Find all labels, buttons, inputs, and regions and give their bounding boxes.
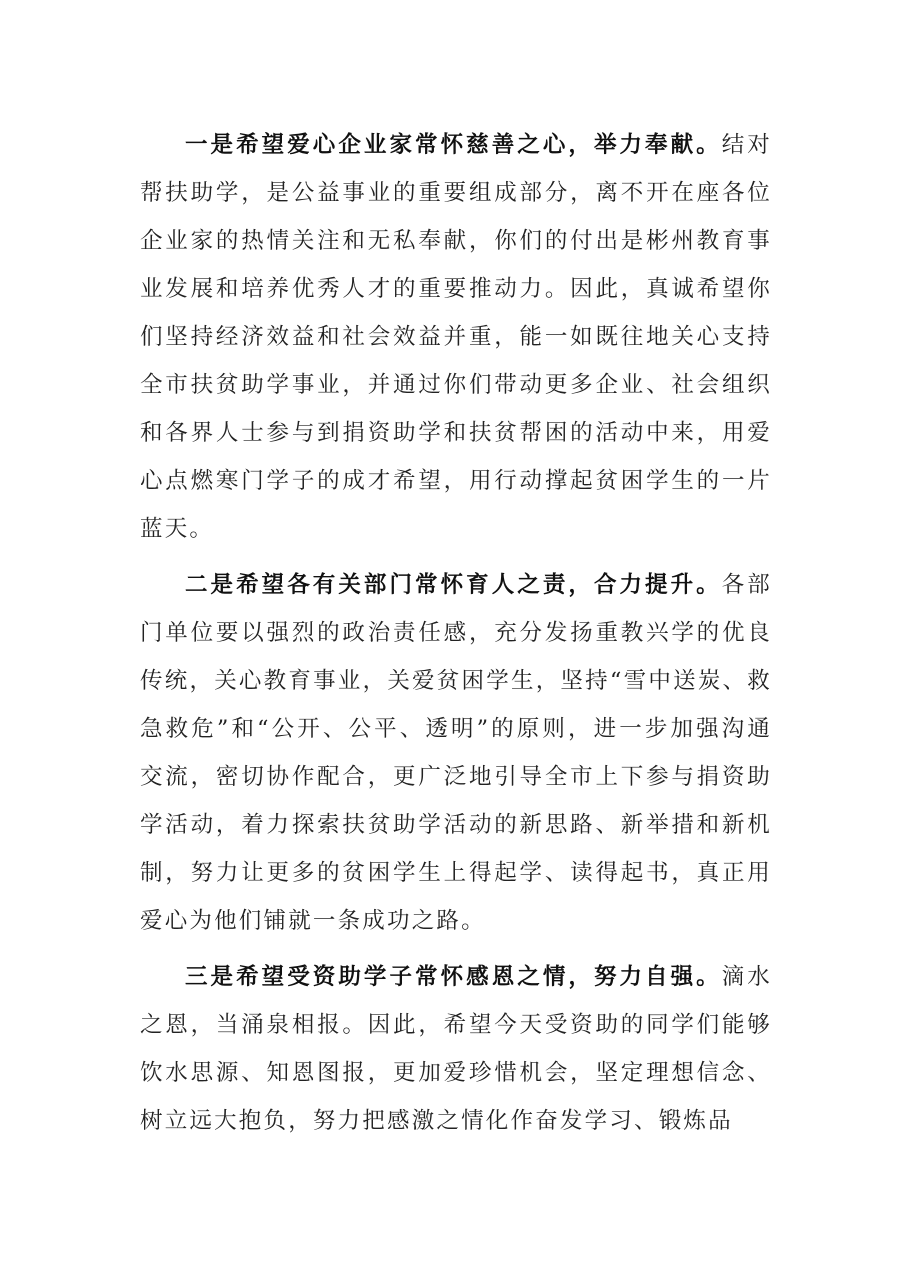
paragraph-2-body: 各部门单位要以强烈的政治责任感，充分发扬重教兴学的优良传统，关心教育事业，关爱贫困学生，坚持“雪中送炭、救急救危”和“公开、公平、透明”的原则，进一步加强沟通交流，密切协作配合，更广泛地引导全市上下参与捐资助学活动，着力探索扶贫助学活动的新思路、新举措和新机制，努力让更多的贫困学生上得起学、读得起书，真正用爱心为他们铺就一条成功之路。 (140, 572, 772, 934)
paragraph-2 (140, 561, 772, 945)
paragraph-1-lead: 一是希望爱心企业家常怀慈善之心，举力奉献。 (185, 132, 722, 158)
paragraph-2-lead: 二是希望各有关部门常怀育人之责，合力提升。 (185, 572, 722, 598)
paragraph-3 (140, 953, 772, 1145)
paragraph-3-lead: 三是希望受资助学子常怀感恩之情，努力自强。 (185, 964, 722, 990)
paragraph-1 (140, 121, 772, 553)
paragraph-3-body: 滴水之恩，当涌泉相报。因此，希望今天受资助的同学们能够饮水思源、知恩图报，更加爱珍惜机会，坚定理想信念、树立远大抱负，努力把感激之情化作奋发学习、锻炼品 (140, 964, 772, 1134)
paragraph-1-body: 结对帮扶助学，是公益事业的重要组成部分，离不开在座各位企业家的热情关注和无私奉献，你们的付出是彬州教育事业发展和培养优秀人才的重要推动力。因此，真诚希望你们坚持经济效益和社会效益并重，能一如既往地关心支持全市扶贫助学事业，并通过你们带动更多企业、社会组织和各界人士参与到捐资助学和扶贫帮困的活动中来，用爱心点燃寒门学子的成才希望，用行动撑起贫困学生的一片蓝天。 (140, 132, 772, 542)
